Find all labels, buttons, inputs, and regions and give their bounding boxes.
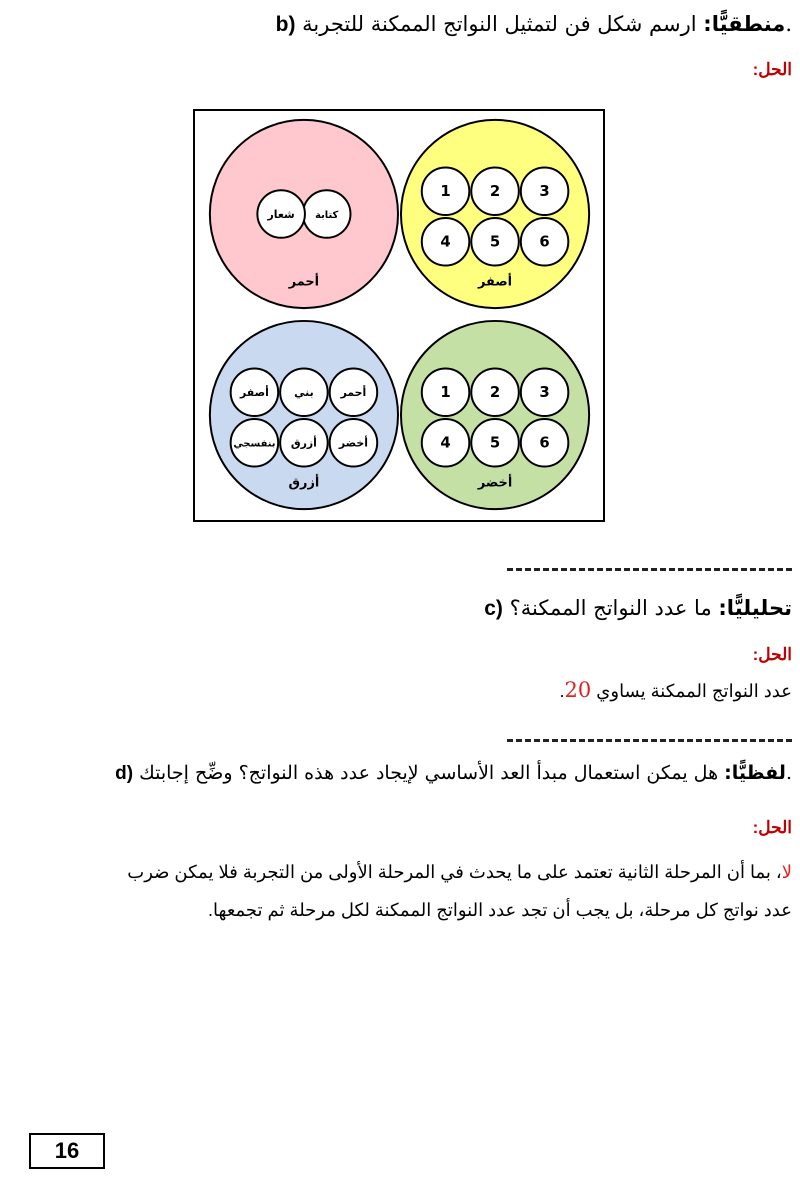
question-c-label: تحليليًّا:	[718, 596, 792, 620]
question-b-text: ارسم شكل فن لتمثيل النواتج الممكنة للتجربة.	[302, 12, 792, 36]
answer-d-no: لا	[781, 862, 792, 882]
venn-circle-label: أزرق	[288, 475, 320, 491]
answer-c-end: .	[559, 681, 565, 701]
venn-item-label: أخضر	[338, 436, 368, 450]
divider-2	[507, 739, 792, 742]
question-d-text: هل يمكن استعمال مبدأ العد الأساسي لإيجاد عدد هذه النواتج؟ وضِّح إجابتك.	[139, 762, 792, 784]
answer-d	[7, 853, 792, 929]
question-d	[115, 762, 792, 785]
solution-label-b: الحل:	[752, 60, 792, 79]
venn-item-label: 5	[489, 232, 501, 251]
venn-item-label: 6	[539, 232, 550, 251]
venn-circle-label: أحمر	[288, 274, 320, 290]
page-number: 16	[29, 1133, 105, 1169]
venn-item-label: 6	[539, 433, 550, 452]
venn-item-label: 3	[539, 182, 550, 201]
divider-1	[507, 568, 792, 571]
venn-item-label: 5	[489, 433, 501, 452]
venn-circle-label: أصفر	[478, 274, 513, 290]
venn-item-label: 4	[440, 433, 451, 452]
question-b-letter: b)	[275, 13, 296, 36]
venn-circle-label: أخضر	[477, 475, 513, 491]
venn-item-label: 4	[440, 232, 451, 251]
question-b-label: منطقيًّا:	[703, 12, 786, 36]
question-d-letter: d)	[115, 763, 134, 784]
venn-item-label: 2	[489, 182, 501, 201]
venn-item-label: أزرق	[290, 436, 317, 450]
venn-item-label: 1	[440, 383, 451, 402]
answer-c-value: 20	[564, 678, 592, 702]
answer-d-line1: ، بما أن المرحلة الثانية تعتمد على ما يحدث في المرحلة الأولى من التجربة فلا يمكن ضرب	[127, 862, 782, 882]
venn-circle-group	[401, 120, 589, 308]
question-c	[484, 596, 792, 621]
venn-circle-group	[210, 120, 398, 308]
solution-label-c: الحل:	[752, 645, 792, 664]
venn-item-label: أحمر	[340, 386, 367, 400]
venn-circle-group	[210, 321, 398, 509]
venn-diagram	[193, 109, 605, 522]
venn-item-label: بني	[294, 386, 314, 400]
question-d-label: لفظيًّا:	[724, 762, 786, 784]
venn-item-label: 2	[489, 383, 501, 402]
answer-d-line2: عدد نواتج كل مرحلة، بل يجب أن تجد عدد النواتج الممكنة لكل مرحلة ثم تجمعها.	[208, 900, 792, 920]
venn-item-label: أصفر	[239, 386, 269, 400]
answer-c	[560, 678, 792, 702]
venn-circle-group	[401, 321, 589, 509]
venn-item-label: 3	[539, 383, 550, 402]
venn-item-label: شعار	[267, 207, 295, 221]
venn-item-label: كتابة	[315, 209, 339, 221]
venn-item-label: 1	[440, 182, 451, 201]
question-c-text: ما عدد النواتج الممكنة؟	[509, 596, 712, 620]
solution-label-d: الحل:	[752, 818, 792, 837]
venn-item-label: بنفسجي	[233, 438, 276, 450]
question-c-letter: c)	[484, 597, 503, 620]
answer-c-text: عدد النواتج الممكنة يساوي	[596, 681, 792, 701]
question-b	[276, 12, 792, 37]
